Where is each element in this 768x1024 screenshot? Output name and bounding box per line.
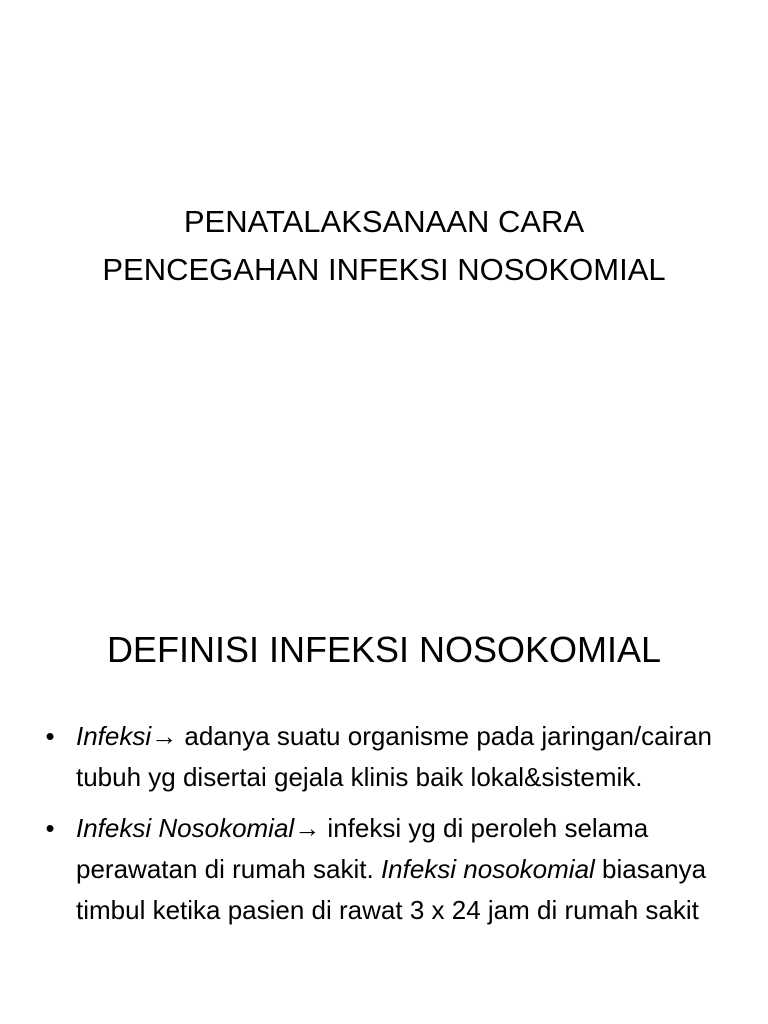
slide-title-line-2: PENCEGAHAN INFEKSI NOSOKOMIAL (102, 252, 666, 287)
bullet-icon: • (45, 721, 55, 751)
bullet-term-inline: Infeksi nosokomial (380, 854, 595, 884)
bullet-text-continued: biasanya timbul ketika pasien di rawat 3 x 24 jam di rumah sakit (76, 854, 707, 925)
slide-title (40, 198, 728, 294)
list-item (40, 716, 720, 798)
slide-title-line-1: PENATALAKSANAAN CARA (183, 204, 585, 239)
bullet-text: adanya suatu organisme pada jaringan/cairan tubuh yg disertai gejala klinis baik lokal&sistemik. (76, 721, 712, 792)
arrow-icon: → (151, 721, 178, 751)
definition-slide (0, 580, 768, 1024)
bullet-term: Infeksi (76, 721, 152, 751)
arrow-icon: → (294, 813, 321, 843)
list-item (40, 808, 720, 931)
bullet-text: infeksi yg di peroleh selama perawatan di rumah sakit. (76, 813, 649, 884)
slide-heading: DEFINISI INFEKSI NOSOKOMIAL (106, 629, 662, 670)
bullet-list (40, 716, 720, 941)
bullet-icon: • (45, 813, 55, 843)
bullet-term: Infeksi Nosokomial (76, 813, 295, 843)
